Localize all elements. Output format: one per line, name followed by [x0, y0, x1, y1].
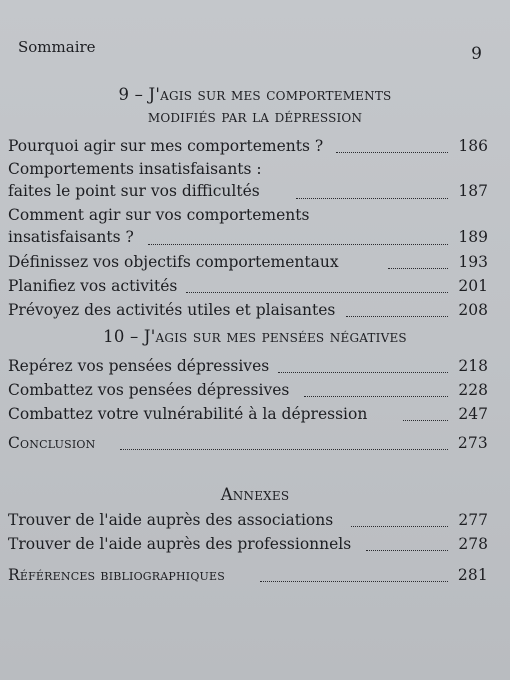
toc-entry-page: 189	[458, 228, 488, 246]
toc-entry-conclusion[interactable]	[8, 431, 488, 455]
section-9-title	[0, 84, 510, 128]
toc-entry-page: 273	[457, 434, 488, 452]
toc-entry-page: 247	[458, 405, 488, 423]
section-9-title-line1: 9 – J'agis sur mes comportements	[118, 85, 392, 104]
dot-leader	[403, 420, 448, 421]
toc-entry-text-line1: Comment agir sur vos comportements	[8, 206, 310, 224]
toc-entry-text: Trouver de l'aide auprès des professionnels	[8, 535, 352, 553]
page-number: 9	[471, 44, 482, 64]
toc-entry-text: Trouver de l'aide auprès des associations	[8, 511, 334, 529]
toc-entry-text-line2: insatisfaisants ?	[8, 228, 134, 246]
toc-entry-page: 277	[458, 511, 488, 529]
toc-entry-text: Conclusion	[8, 434, 96, 452]
section-10-entries	[8, 354, 488, 426]
toc-entry-page: 218	[458, 357, 488, 375]
toc-entry[interactable]	[8, 158, 488, 204]
toc-entry-page: 193	[458, 253, 488, 271]
toc-entry-text: Planifiez vos activités	[8, 277, 178, 295]
toc-entry[interactable]	[8, 250, 488, 274]
toc-entry-text: Références bibliographiques	[8, 566, 225, 584]
dot-leader	[148, 244, 448, 245]
toc-entry-text: Combattez vos pensées dépressives	[8, 381, 290, 399]
toc-entry[interactable]	[8, 298, 488, 322]
toc-entry[interactable]	[8, 402, 488, 426]
toc-entry-page: 208	[458, 301, 488, 319]
toc-entry-text: Combattez votre vulnérabilité à la dépression	[8, 405, 368, 423]
section-9-title-line2: modifiés par la dépression	[147, 107, 363, 126]
running-title: Sommaire	[18, 38, 96, 56]
toc-entry-text: Prévoyez des activités utiles et plaisantes	[8, 301, 336, 319]
annexes-entries	[8, 508, 488, 556]
dot-leader	[120, 449, 448, 450]
dot-leader	[336, 152, 448, 153]
toc-entry-page: 201	[458, 277, 488, 295]
toc-entry-references[interactable]	[8, 563, 488, 587]
toc-entry-page: 228	[458, 381, 488, 399]
dot-leader	[388, 268, 448, 269]
dot-leader	[366, 550, 448, 551]
toc-entry-page: 281	[457, 566, 488, 584]
dot-leader	[351, 526, 448, 527]
toc-entry-text-line1: Comportements insatisfaisants :	[8, 160, 262, 178]
toc-entry-page: 186	[458, 137, 488, 155]
toc-entry-page: 187	[458, 182, 488, 200]
toc-entry[interactable]	[8, 274, 488, 298]
toc-entry-text: Repérez vos pensées dépressives	[8, 357, 270, 375]
dot-leader	[296, 198, 448, 199]
toc-entry[interactable]	[8, 532, 488, 556]
toc-entry-text-line2: faites le point sur vos difficultés	[8, 182, 260, 200]
dot-leader	[304, 396, 448, 397]
section-10-title-line1: 10 – J'agis sur mes pensées négatives	[103, 327, 407, 346]
toc-entry[interactable]	[8, 354, 488, 378]
annexes-title-text: Annexes	[220, 485, 290, 504]
conclusion-block	[8, 431, 488, 455]
dot-leader	[260, 581, 448, 582]
dot-leader	[186, 292, 448, 293]
dot-leader	[278, 372, 448, 373]
toc-entry[interactable]	[8, 134, 488, 158]
section-10-title	[0, 326, 510, 348]
toc-entry[interactable]	[8, 378, 488, 402]
toc-entry-text: Pourquoi agir sur mes comportements ?	[8, 137, 324, 155]
dot-leader	[346, 316, 448, 317]
references-block	[8, 563, 488, 587]
toc-entry-text: Définissez vos objectifs comportementaux	[8, 253, 339, 271]
section-9-entries	[8, 134, 488, 322]
toc-entry[interactable]	[8, 204, 488, 250]
annexes-title	[0, 484, 510, 506]
page-header	[18, 38, 482, 62]
toc-entry[interactable]	[8, 508, 488, 532]
toc-entry-page: 278	[458, 535, 488, 553]
